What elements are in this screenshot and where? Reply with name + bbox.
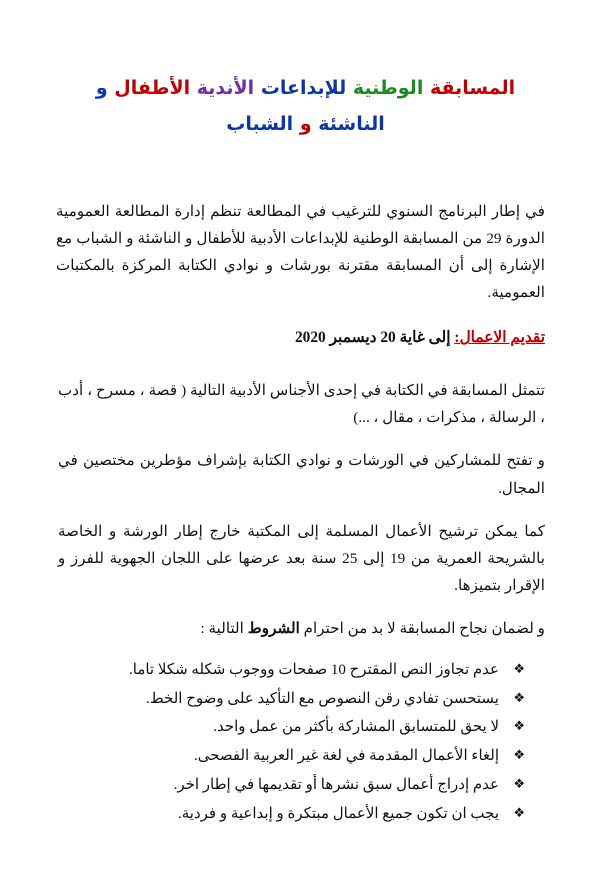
- diamond-bullet-icon: ❖: [513, 748, 525, 764]
- list-item: [52, 687, 525, 713]
- title-word: و: [95, 77, 108, 99]
- title-word: الناشئة: [318, 113, 385, 136]
- title-line-1: [52, 70, 559, 106]
- conditions-intro-prefix: و لضمان نجاح المسابقة لا بد من احترام: [299, 619, 545, 637]
- paragraph-workshops: و تفتح للمشاركين في الورشات و نوادي الكتابة بإشراف مؤطرين مختصين في المجال.: [58, 452, 545, 497]
- deadline-line: [52, 328, 559, 347]
- diamond-bullet-icon: ❖: [513, 661, 525, 677]
- diamond-bullet-icon: ❖: [513, 805, 525, 821]
- paragraph-conditions-intro: [52, 615, 559, 642]
- title-word: الوطنية: [352, 77, 424, 99]
- title-word: الشباب: [226, 113, 294, 136]
- title-word: الأندية: [196, 77, 255, 99]
- conditions-intro-bold: الشروط: [247, 619, 300, 637]
- paragraph-genres: تتمثل المسابقة في الكتابة في إحدى الأجناس الأدبية التالية ( قصة ، مسرح ، أدب ، الرسالة ، مذكرات ، مقال ، ...): [58, 382, 545, 427]
- deadline-label: تقديم الاعمال:: [454, 329, 545, 347]
- list-item: [52, 715, 525, 741]
- title-line-2: [52, 106, 559, 142]
- deadline-value: إلى غاية 20 ديسمبر 2020: [294, 329, 451, 347]
- list-item: [52, 744, 525, 770]
- diamond-bullet-icon: ❖: [513, 719, 525, 735]
- title-word: للإبداعات: [260, 77, 347, 99]
- diamond-bullet-icon: ❖: [513, 690, 525, 706]
- list-item: [52, 773, 525, 799]
- intro-paragraph: في إطار البرنامج السنوي للترغيب في المطالعة تنظم إدارة المطالعة العمومية الدورة 29 من المسابقة الوطنية للإبداعات الأدبية للأطفال و الناشئة و الشباب مع الإشارة إلى أن المسابقة مقترنة بورشات و نوادي الكتابة المركزة بالمكتبات العمومية.: [56, 203, 545, 302]
- conditions-intro-suffix: التالية :: [200, 619, 248, 637]
- list-item-label: لا يحق للمتسابق المشاركة بأكثر من عمل واحد.: [213, 719, 499, 736]
- paragraph-nomination: كما يمكن ترشيح الأعمال المسلمة إلى المكتبة خارج إطار الورشة و الخاصة بالشريحة العمرية من 19 إلى 25 سنة بعد عرضها على اللجان الجهوية للفرز و الإقرار بتميزها.: [58, 522, 545, 594]
- list-item-label: عدم إدراج أعمال سبق نشرها أو تقديمها في إطار اخر.: [173, 776, 499, 793]
- title-word: و: [299, 113, 312, 136]
- document-title: [52, 70, 559, 142]
- list-item-label: يستحسن تفادي رقن النصوص مع التأكيد على وضوح الخط.: [146, 690, 499, 707]
- title-word: الأطفال: [114, 77, 191, 99]
- list-item: [52, 658, 525, 684]
- title-word: المسابقة: [429, 77, 516, 99]
- list-item: [52, 802, 525, 828]
- diamond-bullet-icon: ❖: [513, 776, 525, 792]
- list-item-label: يجب ان تكون جميع الأعمال مبتكرة و إبداعية و فردية.: [178, 805, 499, 822]
- conditions-list: [52, 658, 525, 828]
- list-item-label: إلغاء الأعمال المقدمة في لغة غير العربية الفصحى.: [193, 748, 499, 765]
- document-content: [52, 60, 559, 831]
- list-item-label: عدم تجاوز النص المقترح 10 صفحات ووجوب شكله شكلا تاما.: [129, 661, 499, 678]
